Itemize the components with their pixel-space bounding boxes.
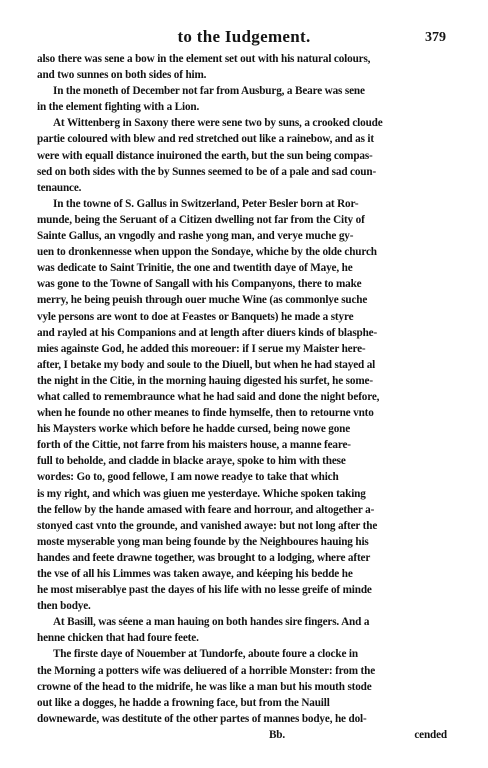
text-line: crowne of the head to the midrife, he was like a man but his mouth stode	[37, 680, 372, 693]
text-line: was gone to the Towne of Sangall with his Companyons, there to make	[37, 278, 362, 291]
text-line: mies againste God, he added this moreouer: if I serue my Maister here-	[37, 342, 366, 355]
signature-mark: Bb.	[269, 728, 286, 741]
text-line: full to beholde, and cladde in blacke araye, spoke to him with these	[37, 455, 346, 468]
text-line: merry, he being peuish through ouer muche Wine (as commonlye suche	[37, 294, 368, 307]
text-line: out like a dogges, he hadde a frowning face, but from the Nauill	[37, 696, 330, 709]
text-line: Sainte Gallus, an vngodly and rashe yong man, and verye muche gy-	[37, 230, 354, 243]
text-line: partie coloured with blew and red stretched out like a rainebow, and as it	[37, 133, 374, 146]
text-line: is my right, and which was giuen me yesterdaye. Whiche spoken taking	[37, 487, 366, 500]
text-line: handes and feete drawne together, was brought to a lodging, where after	[37, 551, 371, 564]
text-line: were with equall distance inuironed the earth, but the sun being compas-	[37, 149, 373, 162]
text-line: after, I betake my body and soule to the Diuell, but when he had stayed al	[37, 358, 376, 371]
text-line: when he founde no other meanes to finde hymselfe, then to retourne vnto	[37, 407, 374, 420]
text-line: he most miserablye past the dayes of his life with no lesse greife of minde	[37, 584, 372, 597]
text-line: At Wittenberg in Saxony there were sene two by suns, a crooked cloude	[53, 117, 383, 130]
text-line: henne chicken that had foure feete.	[37, 632, 199, 645]
text-line: in the element fighting with a Lion.	[37, 101, 200, 114]
text-line: the Morning a potters wife was deliuered of a horrible Monster: from the	[37, 664, 376, 677]
text-line: moste myserable yong man being founde by the Neighboures hauing his	[37, 535, 369, 548]
text-line: the fellow by the hande amased with feare and horrour, and altogether a-	[37, 503, 375, 516]
text-line: wordes: Go to, good fellowe, I am nowe readye to take that which	[37, 471, 339, 484]
text-line: the night in the Citie, in the morning hauing digested his surfet, he some-	[37, 374, 373, 387]
text-line: uen to dronkennesse when uppon the Sondaye, whiche by the olde church	[37, 246, 377, 259]
text-line: The firste daye of Nouember at Tundorfe, aboute foure a clocke in	[53, 648, 358, 661]
page-number: 379	[425, 30, 446, 45]
text-line: In the moneth of December not far from Ausburg, a Beare was sene	[53, 85, 365, 98]
text-line: and rayled at his Companions and at length after diuers kinds of blasphe-	[37, 326, 378, 339]
catchword: cended	[414, 728, 447, 741]
text-line: tenaunce.	[37, 181, 82, 194]
text-line: the vse of all his Limmes was taken awaye, and kéeping his bedde he	[37, 568, 353, 580]
text-line: downewarde, was destitute of the other partes of mannes bodye, he dol-	[37, 712, 367, 725]
text-line: In the towne of S. Gallus in Switzerland, Peter Besler born at Ror-	[53, 197, 359, 210]
body-text	[37, 51, 451, 743]
running-head	[30, 27, 458, 51]
text-line: his Maysters worke which before he hadde cursed, being nowe gone	[37, 423, 351, 436]
text-line: At Basill, was séene a man hauing on both handes sire fingers. And a	[53, 616, 370, 629]
text-line: forth of the Cittie, not farre from his maisters house, a manne feare-	[37, 439, 351, 452]
text-line: what called to remembraunce what he had said and done the night before,	[37, 390, 380, 403]
page-title: to the Iudgement.	[177, 27, 311, 46]
text-line: munde, being the Seruant of a Citizen dwelling not far from the City of	[37, 213, 365, 226]
text-line: stonyed cast vnto the grounde, and vanished awaye: but not long after the	[37, 519, 378, 532]
text-line: sed on both sides with the by Sunnes seemed to be of a pale and sad coun-	[37, 165, 377, 178]
text-line: then bodye.	[37, 600, 91, 613]
text-line: and two sunnes on both sides of him.	[37, 69, 207, 82]
text-line: vyle persons are wont to doe at Feastes or Banquets) he made a styre	[37, 310, 354, 323]
text-line: also there was sene a bow in the element set out with his natural colours,	[37, 53, 371, 65]
text-line: was dedicate to Saint Trinitie, the one and twentith daye of Maye, he	[37, 262, 353, 275]
footer-line	[37, 727, 451, 743]
